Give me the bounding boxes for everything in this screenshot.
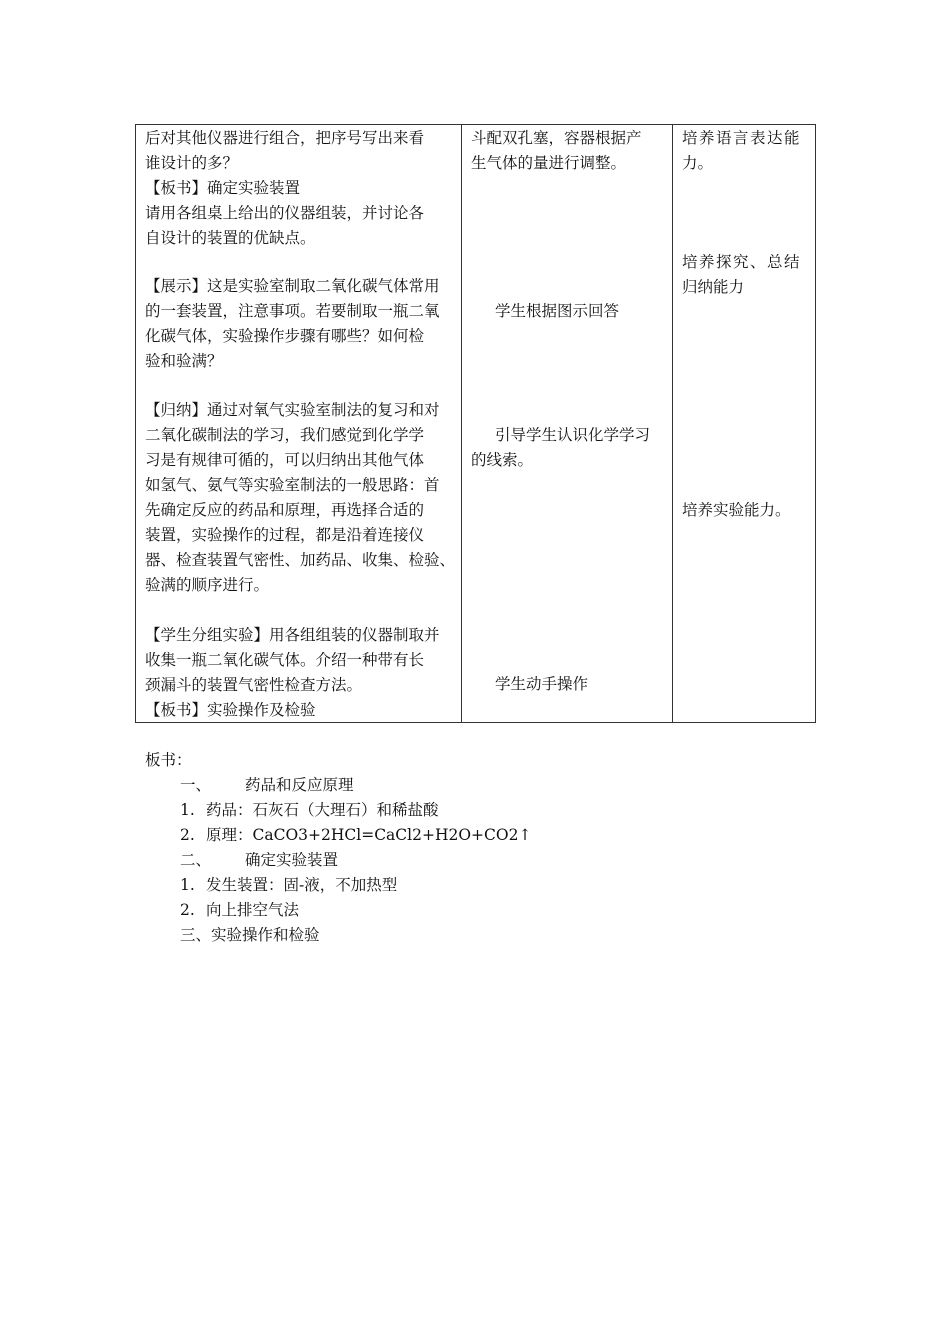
section-number: 一、 — [180, 776, 212, 794]
text-line: 【板书】确定实验装置 — [145, 179, 301, 197]
section-title: 三、实验操作和检验 — [180, 926, 320, 944]
section-title: 确定实验装置 — [245, 851, 339, 869]
table-left-border — [135, 124, 136, 723]
text-line: 如氢气、氨气等实验室制法的一般思路：首 — [145, 476, 440, 494]
text-line: 的一套装置，注意事项。若要制取一瓶二氧 — [145, 302, 440, 320]
text-line: 化碳气体，实验操作步骤有哪些？如何检 — [145, 327, 425, 345]
text-line: 收集一瓶二氧化碳气体。介绍一种带有长 — [145, 651, 425, 669]
table-col-divider-2 — [672, 124, 673, 723]
text-line: 请用各组桌上给出的仪器组装，并讨论各 — [145, 204, 425, 222]
text-line: 归纳能力 — [682, 278, 745, 296]
text-line: 习是有规律可循的，可以归纳出其他气体 — [145, 451, 425, 469]
item-number: 1. — [180, 801, 195, 819]
text-line: 培养探究、总结 — [682, 253, 802, 271]
section-number: 二、 — [180, 851, 212, 869]
text-line: 器、检查装置气密性、加药品、收集、检验、 — [145, 551, 456, 569]
text-line: 斗配双孔塞，容器根据产 — [471, 129, 642, 147]
text-line: 【展示】这是实验室制取二氧化碳气体常用 — [145, 277, 440, 295]
section-title: 药品和反应原理 — [245, 776, 354, 794]
list-item: 原理：CaCO3+2HCl=CaCl2+H2O+CO2↑ — [206, 826, 532, 844]
text-line: 培养实验能力。 — [682, 501, 791, 519]
table-right-border — [815, 124, 816, 723]
text-line: 生气体的量进行调整。 — [471, 154, 627, 172]
list-item: 药品：石灰石（大理石）和稀盐酸 — [206, 801, 439, 819]
text-line: 颈漏斗的装置气密性检查方法。 — [145, 676, 363, 694]
text-line: 自设计的装置的优缺点。 — [145, 229, 316, 247]
text-line: 【板书】实验操作及检验 — [145, 701, 316, 719]
item-number: 2. — [180, 826, 195, 844]
board-heading: 板书： — [145, 751, 192, 769]
text-line: 后对其他仪器进行组合，把序号写出来看 — [145, 129, 425, 147]
list-item: 向上排空气法 — [206, 901, 300, 919]
text-line: 【归纳】通过对氧气实验室制法的复习和对 — [145, 401, 440, 419]
text-line: 力。 — [682, 154, 714, 172]
text-line: 学生动手操作 — [495, 675, 589, 693]
text-line: 验满的顺序进行。 — [145, 576, 270, 594]
text-line: 验和验满？ — [145, 352, 223, 370]
text-line: 谁设计的多？ — [145, 154, 239, 172]
table-top-border — [135, 124, 816, 125]
text-line: 二氧化碳制法的学习，我们感觉到化学学 — [145, 426, 425, 444]
text-line: 学生根据图示回答 — [495, 302, 620, 320]
item-number: 1. — [180, 876, 195, 894]
text-line: 装置，实验操作的过程，都是沿着连接仪 — [145, 526, 425, 544]
list-item: 发生装置：固-液，不加热型 — [206, 876, 398, 894]
item-number: 2. — [180, 901, 195, 919]
text-line: 引导学生认识化学学习 — [495, 426, 651, 444]
text-line: 培养语言表达能 — [682, 129, 802, 147]
text-line: 【学生分组实验】用各组组装的仪器制取并 — [145, 626, 440, 644]
table-col-divider-1 — [461, 124, 462, 723]
text-line: 先确定反应的药品和原理，再选择合适的 — [145, 501, 425, 519]
text-line: 的线索。 — [471, 451, 534, 469]
